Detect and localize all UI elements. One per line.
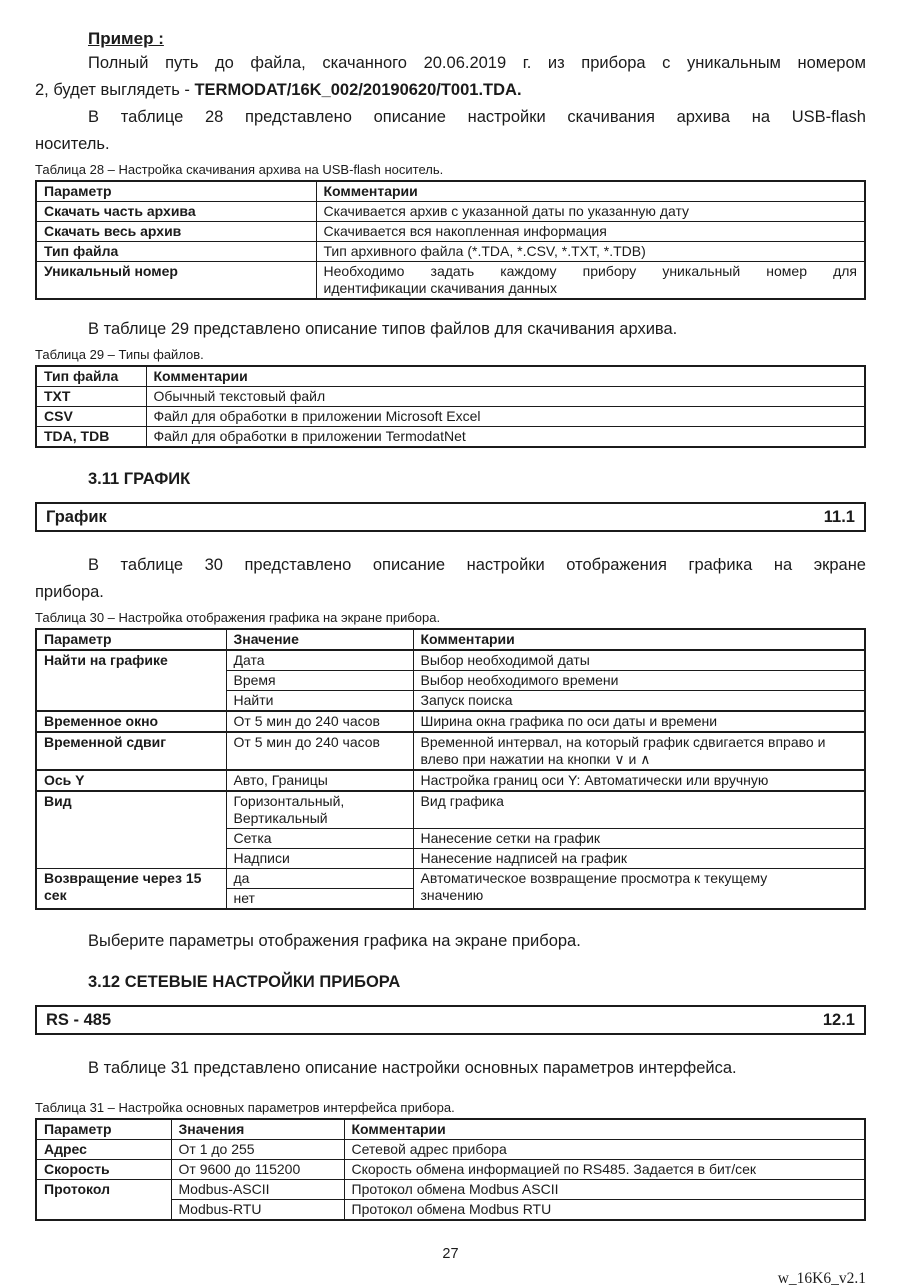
table-header-row [36,629,865,650]
section-bar-code: 11.1 [823,507,855,526]
text-line: прибора. [35,583,104,601]
comment-cell: Вид графика [413,791,865,829]
text-line: влево при нажатии на кнопки ∨ и ∧ [420,751,651,767]
text-line: Вертикальный [233,810,328,826]
text-line: Горизонтальный, [233,793,345,809]
comment-cell [413,869,865,910]
text-line [35,77,866,104]
param-cell [36,869,226,910]
section-bar-label: RS - 485 [46,1010,112,1029]
header-cell: Значения [171,1119,344,1140]
param-cell: Скорость [36,1160,171,1180]
table-row [36,732,865,770]
paragraph-table29-intro: В таблице 29 представлено описание типов файлов для скачивания архива. [88,320,678,338]
comment-cell: Ширина окна графика по оси даты и времени [413,711,865,732]
value-cell: Надписи [226,849,413,869]
table-row [36,650,865,671]
comment-cell: Файл для обработки в приложении Microsoft Excel [146,407,865,427]
text-line: Возвращение через 15 [44,870,202,886]
table-row [36,262,865,300]
paragraph-table31-intro: В таблице 31 представлено описание настройки основных параметров интерфейса. [88,1059,737,1077]
comment-cell: Выбор необходимой даты [413,650,865,671]
param-cell: TDA, TDB [36,427,146,448]
comment-cell: Нанесение надписей на график [413,849,865,869]
table-row [36,1140,865,1160]
param-cell: Вид [36,791,226,869]
example-heading-text: Пример : [88,29,164,48]
param-cell: Протокол [36,1180,171,1221]
paragraph-table30-intro [35,552,866,606]
table-row [36,222,865,242]
rs485-section-bar [35,1005,866,1035]
value-cell: От 9600 до 115200 [171,1160,344,1180]
header-cell: Комментарии [146,366,865,387]
param-cell: Скачать весь архив [36,222,316,242]
comment-cell: Нанесение сетки на график [413,829,865,849]
text-line: носитель. [35,135,110,153]
text-line: Полный путь до файла, скачанного 20.06.2019 г. из прибора с уникальным номером [88,54,866,72]
text-line: Временной интервал, на который график сдвигается вправо и [420,734,826,750]
comment-cell: Сетевой адрес прибора [344,1140,865,1160]
text-segment: 2, будет выглядеть - [35,81,195,99]
section-heading-3-12: 3.12 СЕТЕВЫЕ НАСТРОЙКИ ПРИБОРА [88,973,401,991]
value-cell: Modbus-ASCII [171,1180,344,1200]
text-line: значению [420,887,484,903]
table-row [36,1160,865,1180]
value-cell: Дата [226,650,413,671]
value-cell [226,791,413,829]
file-path-bold: TERMODAT/16K_002/20190620/T001.TDA. [194,81,522,99]
table-31 [35,1118,866,1221]
comment-cell: Скачивается вся накопленная информация [316,222,865,242]
param-cell: TXT [36,387,146,407]
header-cell: Параметр [36,629,226,650]
table28-caption: Таблица 28 – Настройка скачивания архива на USB-flash носитель. [35,162,444,177]
table-header-row [36,181,865,202]
param-cell: Скачать часть архива [36,202,316,222]
comment-cell: Тип архивного файла (*.TDA, *.CSV, *.TXT, *.TDB) [316,242,865,262]
table-row [36,770,865,791]
value-cell: Авто, Границы [226,770,413,791]
comment-cell: Выбор необходимого времени [413,671,865,691]
table-28 [35,180,866,300]
paragraph-file-path [35,50,866,104]
param-cell: Временное окно [36,711,226,732]
comment-cell: Запуск поиска [413,691,865,712]
param-cell: Уникальный номер [36,262,316,300]
table30-caption: Таблица 30 – Настройка отображения графика на экране прибора. [35,610,441,625]
table-row [36,407,865,427]
table-header-row [36,1119,865,1140]
example-heading [88,28,866,50]
text-line: идентификации скачивания данных [323,280,557,296]
header-cell: Параметр [36,1119,171,1140]
graph-section-bar [35,502,866,532]
value-cell: Найти [226,691,413,712]
value-cell: нет [226,889,413,910]
text-line: В таблице 28 представлено описание настройки скачивания архива на USB-flash [88,108,866,126]
value-cell: Сетка [226,829,413,849]
section-bar-label: График [46,507,107,526]
param-cell: Адрес [36,1140,171,1160]
text-line: сек [44,887,67,903]
paragraph-choose-params: Выберите параметры отображения графика на экране прибора. [88,932,581,950]
param-cell: Найти на графике [36,650,226,711]
comment-cell: Обычный текстовый файл [146,387,865,407]
param-cell: CSV [36,407,146,427]
value-cell: От 5 мин до 240 часов [226,711,413,732]
comment-cell: Протокол обмена Modbus RTU [344,1200,865,1221]
header-cell: Комментарии [344,1119,865,1140]
table-row [36,791,865,829]
table-header-row [36,366,865,387]
comment-cell [413,732,865,770]
comment-cell [316,262,865,300]
param-cell: Тип файла [36,242,316,262]
table-row [36,1180,865,1200]
section-heading-3-11: 3.11 ГРАФИК [88,470,191,488]
comment-cell: Скорость обмена информацией по RS485. Задается в бит/сек [344,1160,865,1180]
section-bar-code: 12.1 [822,1010,855,1029]
page-number: 27 [442,1246,459,1262]
comment-cell: Скачивается архив с указанной даты по указанную дату [316,202,865,222]
header-cell: Комментарии [413,629,865,650]
value-cell: Время [226,671,413,691]
text-line: В таблице 30 представлено описание настройки отображения графика на экране [88,556,866,574]
table-row [36,202,865,222]
text-line: Необходимо задать каждому прибору уникальный номер для [323,263,857,279]
header-cell: Значение [226,629,413,650]
value-cell: да [226,869,413,889]
table-row [36,427,865,448]
table-30 [35,628,866,910]
paragraph-table28-intro [35,104,866,158]
param-cell: Временной сдвиг [36,732,226,770]
header-cell: Тип файла [36,366,146,387]
param-cell: Ось Y [36,770,226,791]
table-row [36,242,865,262]
text-line: Автоматическое возвращение просмотра к текущему [420,870,768,886]
table-29 [35,365,866,448]
table-row [36,869,865,889]
table-row [36,387,865,407]
header-cell: Комментарии [316,181,865,202]
table29-caption: Таблица 29 – Типы файлов. [35,347,204,362]
header-cell: Параметр [36,181,316,202]
value-cell: Modbus-RTU [171,1200,344,1221]
comment-cell: Протокол обмена Modbus ASCII [344,1180,865,1200]
table31-caption: Таблица 31 – Настройка основных параметров интерфейса прибора. [35,1100,455,1115]
comment-cell: Файл для обработки в приложении TermodatNet [146,427,865,448]
document-version: w_16K6_v2.1 [777,1270,866,1287]
table-row [36,711,865,732]
comment-cell: Настройка границ оси Y: Автоматически или вручную [413,770,865,791]
value-cell: От 5 мин до 240 часов [226,732,413,770]
value-cell: От 1 до 255 [171,1140,344,1160]
